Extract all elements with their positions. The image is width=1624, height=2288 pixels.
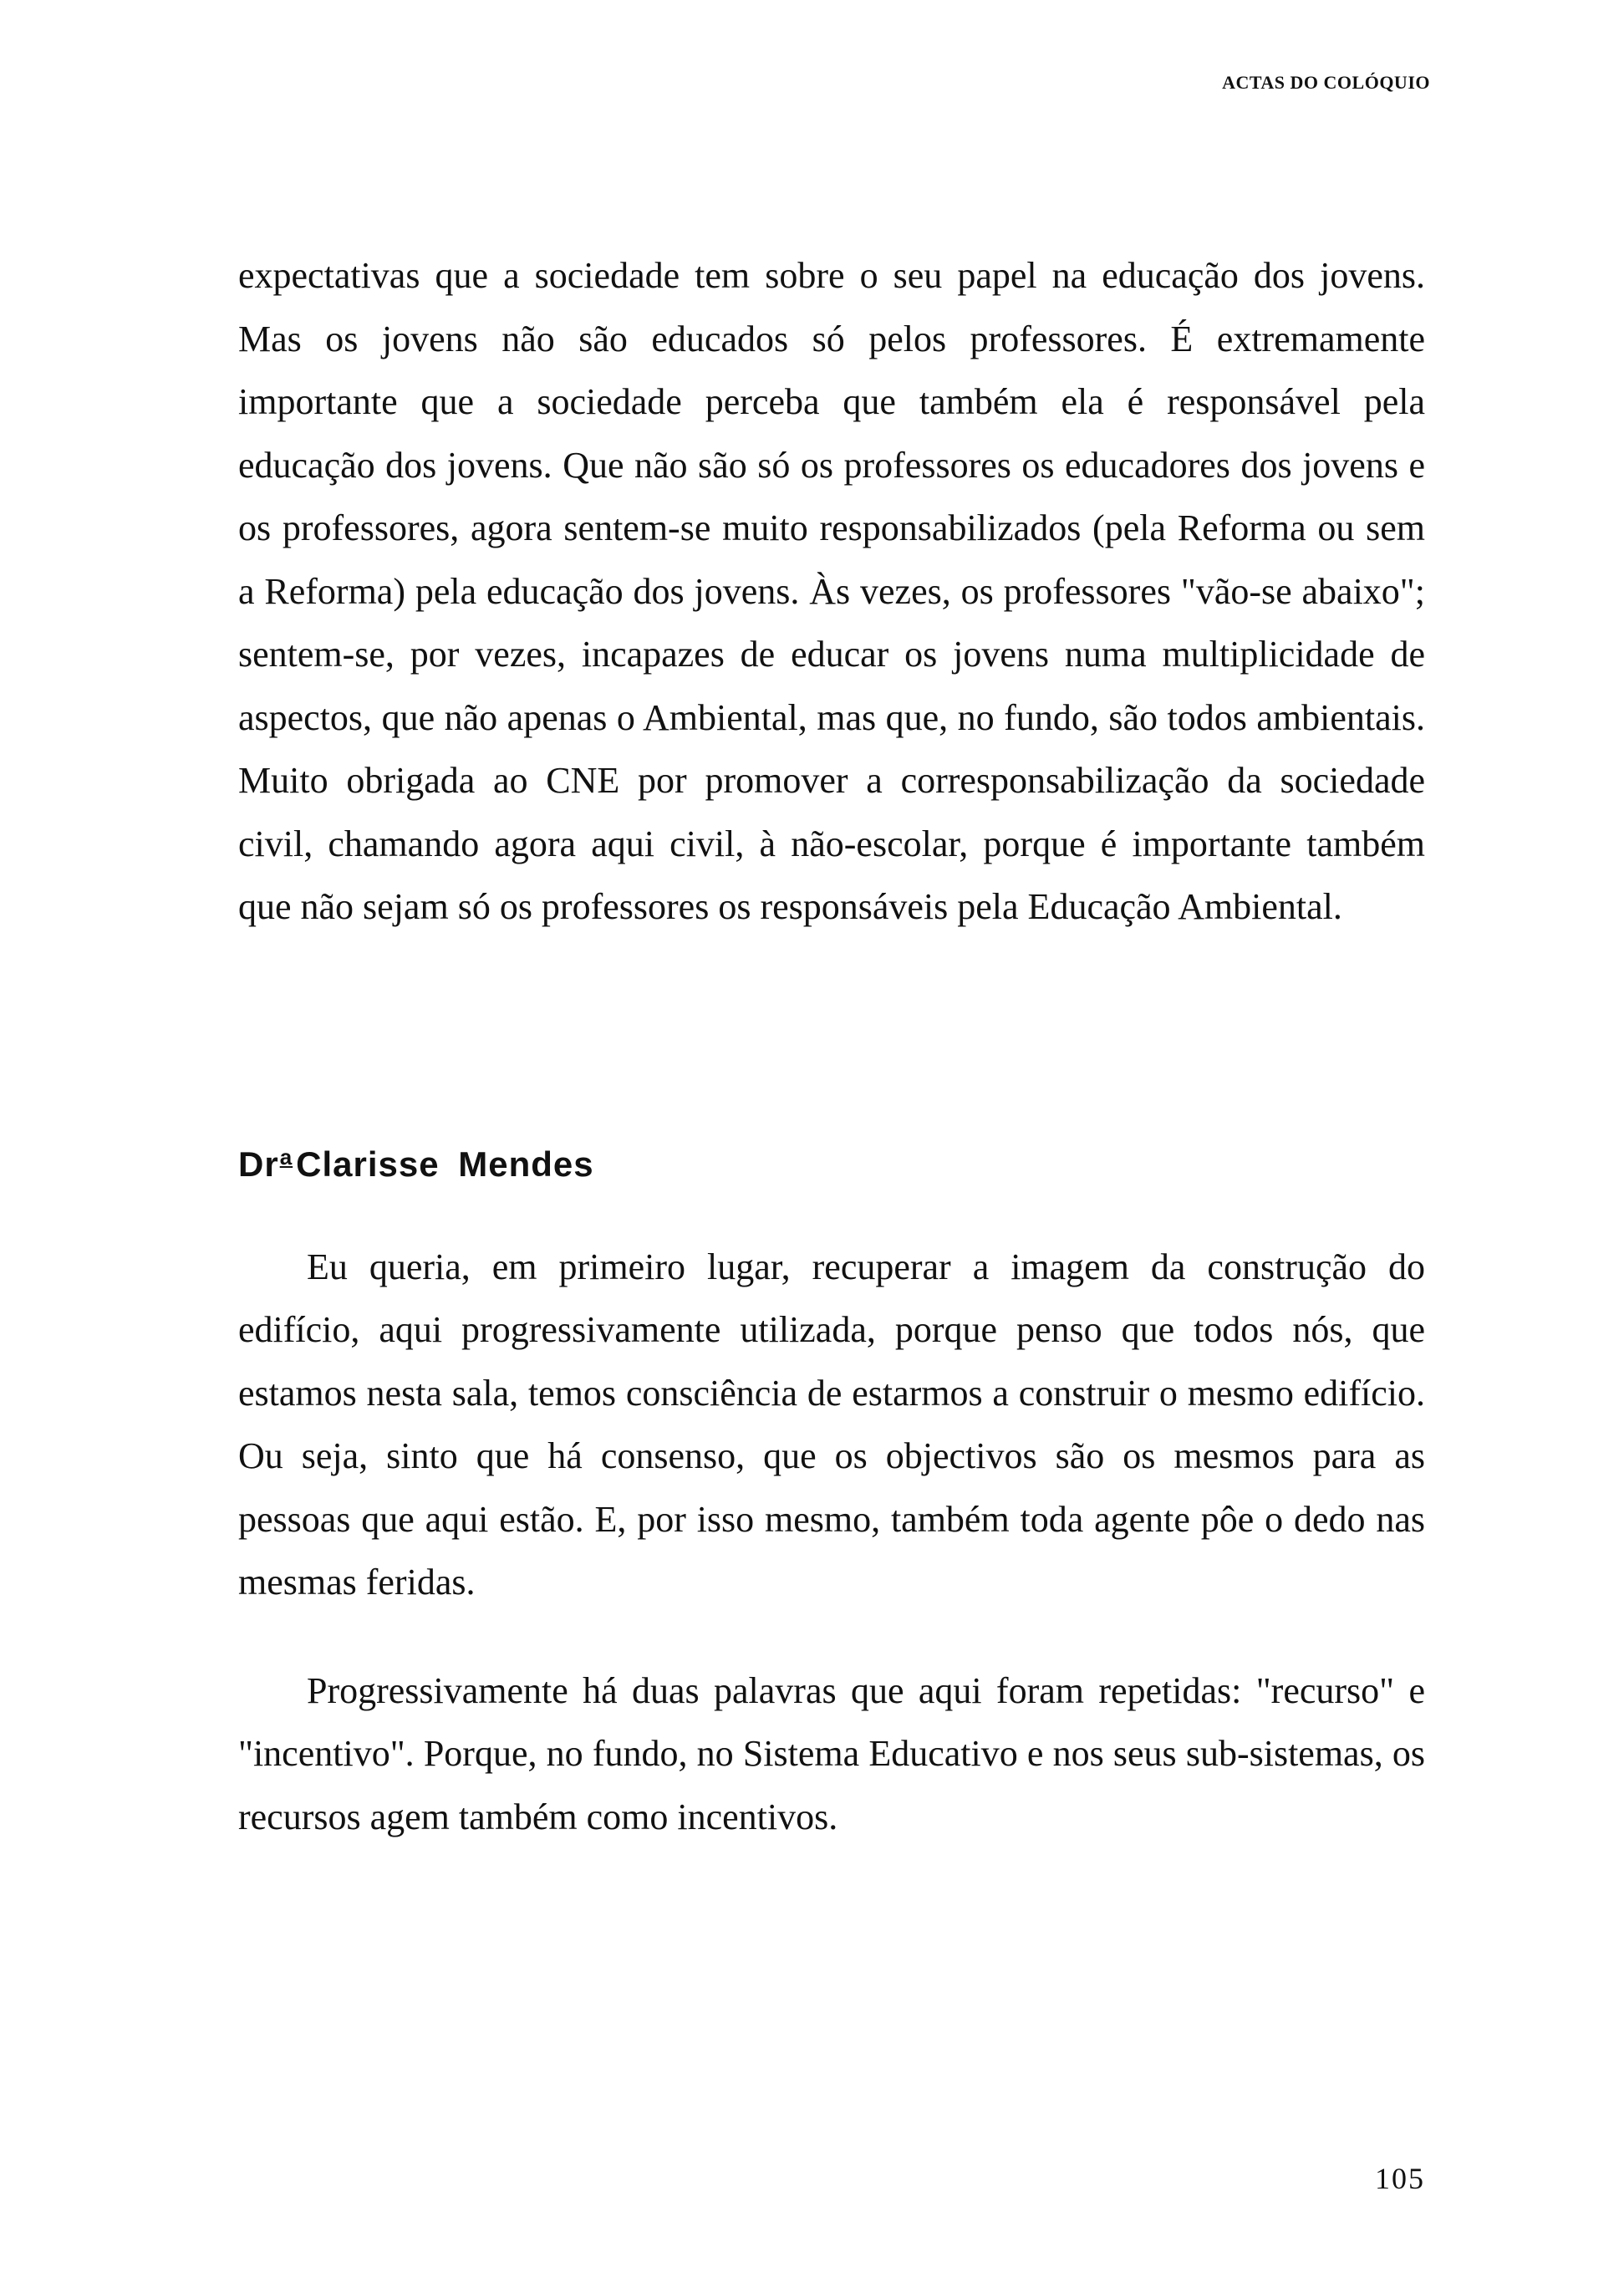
speaker-paragraph-2: Progressivamente há duas palavras que aqui foram repetidas: "recurso" e "incentivo". Porque, no fundo, no Sistema Educativo e nos seus sub-sistemas, os recursos agem também como incentivos. <box>238 1669 1425 1837</box>
page-body <box>238 244 1425 1848</box>
running-header: ACTAS DO COLÓQUIO <box>1222 72 1430 93</box>
speaker-paragraph-1: Eu queria, em primeiro lugar, recuperar a imagem da construção do edifício, aqui progressivamente utilizada, porque penso que todos nós, que estamos nesta sala, temos consciência de estarmos a construir o mesmo edifício. Ou seja, sinto que há consenso, que os objectivos são os mesmos para as pessoas que aqui estão. E, por isso mesmo, também toda agente pôe o dedo nas mesmas feridas. <box>238 1246 1425 1603</box>
speaker-superscript: a <box>279 1144 293 1169</box>
page-number: 105 <box>1375 2162 1425 2195</box>
intro-paragraph: expectativas que a sociedade tem sobre o seu papel na educação dos jovens. Mas os jovens não são educados só pelos professores. É extremamente importante que a sociedade perceba que também ela é responsável pela educação dos jovens. Que não são só os professores os educadores dos jovens e os professores, agora sentem-se muito responsabilizados (pela Reforma ou sem a Reforma) pela educação dos jovens. Às vezes, os professores "vão-se abaixo"; sentem-se, por vezes, incapazes de educar os jovens numa multiplicidade de aspectos, que não apenas o Ambiental, mas que, no fundo, são todos ambientais. Muito obrigada ao CNE por promover a corresponsabilização da sociedade civil, chamando agora aqui civil, à não-escolar, porque é importante também que não sejam só os professores os responsáveis pela Educação Ambiental. <box>238 255 1425 927</box>
speaker-name: Clarisse Mendes <box>296 1144 594 1184</box>
speaker-prefix: Dr <box>238 1144 279 1184</box>
speaker-heading <box>238 1144 1425 1185</box>
